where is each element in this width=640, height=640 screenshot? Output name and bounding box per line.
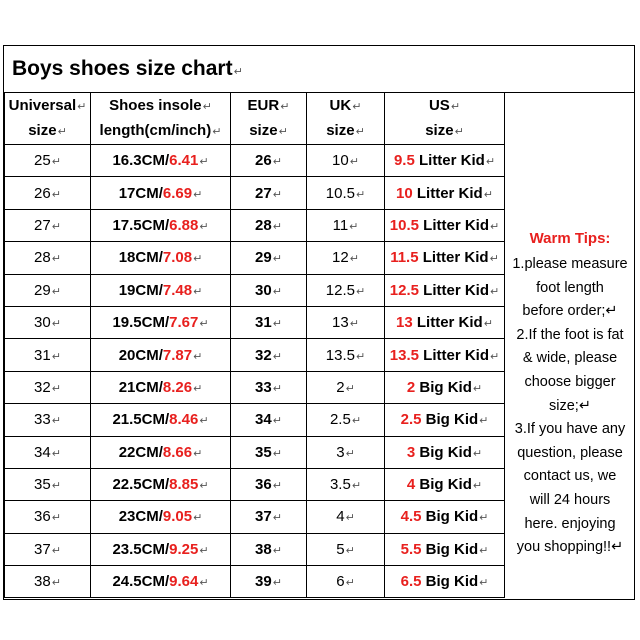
- table-row: [5, 566, 505, 598]
- cell-us: 9.5 Litter Kid↵: [385, 145, 505, 177]
- cell-insole: 23CM/9.05↵: [91, 501, 231, 533]
- table-row: [5, 145, 505, 177]
- tips-line: 3.If you have any: [514, 421, 626, 438]
- cell-universal: 26↵: [5, 177, 91, 209]
- tips-line: question, please: [517, 444, 623, 461]
- cell-eur: 32↵: [231, 339, 307, 371]
- cell-universal: 28↵: [5, 242, 91, 274]
- table-row: [5, 404, 505, 436]
- cell-uk: 2↵: [307, 371, 385, 403]
- warm-tips: [506, 92, 634, 599]
- cell-universal: 30↵: [5, 306, 91, 338]
- table-row: [5, 501, 505, 533]
- cell-uk: 10.5↵: [307, 177, 385, 209]
- table-row: [5, 371, 505, 403]
- cell-uk: 4↵: [307, 501, 385, 533]
- tips-title: Warm Tips:: [529, 230, 611, 247]
- tips-line: before order;↵: [522, 303, 618, 320]
- cell-universal: 27↵: [5, 209, 91, 241]
- table-row: [5, 436, 505, 468]
- cell-us: 13.5 Litter Kid↵: [385, 339, 505, 371]
- cell-insole: 18CM/7.08↵: [91, 242, 231, 274]
- table-row: [5, 242, 505, 274]
- cell-uk: 13↵: [307, 306, 385, 338]
- cell-uk: 2.5↵: [307, 404, 385, 436]
- cell-uk: 12↵: [307, 242, 385, 274]
- cell-universal: 35↵: [5, 468, 91, 500]
- header-uk: UK↵ size↵: [307, 93, 385, 145]
- cell-us: 4.5 Big Kid↵: [385, 501, 505, 533]
- cell-universal: 34↵: [5, 436, 91, 468]
- tips-line: foot length: [536, 279, 604, 296]
- cell-eur: 35↵: [231, 436, 307, 468]
- cell-universal: 37↵: [5, 533, 91, 565]
- cell-eur: 38↵: [231, 533, 307, 565]
- header-universal: Universal↵ size↵: [5, 93, 91, 145]
- cell-us: 11.5 Litter Kid↵: [385, 242, 505, 274]
- cell-us: 2.5 Big Kid↵: [385, 404, 505, 436]
- cell-insole: 20CM/7.87↵: [91, 339, 231, 371]
- cell-insole: 23.5CM/9.25↵: [91, 533, 231, 565]
- tips-line: here. enjoying: [524, 515, 616, 532]
- cell-us: 4 Big Kid↵: [385, 468, 505, 500]
- cell-eur: 30↵: [231, 274, 307, 306]
- cell-insole: 19.5CM/7.67↵: [91, 306, 231, 338]
- header-eur: EUR↵ size↵: [231, 93, 307, 145]
- cell-insole: 17.5CM/6.88↵: [91, 209, 231, 241]
- cell-eur: 28↵: [231, 209, 307, 241]
- cell-uk: 5↵: [307, 533, 385, 565]
- table-row: [5, 177, 505, 209]
- cell-universal: 36↵: [5, 501, 91, 533]
- cell-us: 12.5 Litter Kid↵: [385, 274, 505, 306]
- cell-universal: 25↵: [5, 145, 91, 177]
- tips-line: 1.please measure: [512, 256, 628, 272]
- cell-us: 5.5 Big Kid↵: [385, 533, 505, 565]
- header-row: [5, 93, 505, 145]
- cell-insole: 21.5CM/8.46↵: [91, 404, 231, 436]
- cell-uk: 3↵: [307, 436, 385, 468]
- header-us: US↵ size↵: [385, 93, 505, 145]
- tips-line: 2.If the foot is fat: [516, 326, 624, 343]
- cell-us: 10 Litter Kid↵: [385, 177, 505, 209]
- cell-us: 3 Big Kid↵: [385, 436, 505, 468]
- table-row: [5, 274, 505, 306]
- table-row: [5, 339, 505, 371]
- cell-us: 13 Litter Kid↵: [385, 306, 505, 338]
- cell-insole: 17CM/6.69↵: [91, 177, 231, 209]
- cell-uk: 11↵: [307, 209, 385, 241]
- size-table: [4, 92, 505, 598]
- cell-eur: 39↵: [231, 566, 307, 598]
- tips-body: [506, 253, 634, 560]
- cell-eur: 36↵: [231, 468, 307, 500]
- tips-line: you shopping!!↵: [516, 539, 624, 556]
- cell-insole: 22CM/8.66↵: [91, 436, 231, 468]
- cell-us: 6.5 Big Kid↵: [385, 566, 505, 598]
- cell-uk: 12.5↵: [307, 274, 385, 306]
- cell-insole: 24.5CM/9.64↵: [91, 566, 231, 598]
- tips-line: size;↵: [549, 397, 591, 414]
- cell-uk: 3.5↵: [307, 468, 385, 500]
- cell-eur: 29↵: [231, 242, 307, 274]
- cell-us: 2 Big Kid↵: [385, 371, 505, 403]
- cell-universal: 32↵: [5, 371, 91, 403]
- cell-insole: 22.5CM/8.85↵: [91, 468, 231, 500]
- cell-eur: 33↵: [231, 371, 307, 403]
- table-row: [5, 306, 505, 338]
- cell-universal: 38↵: [5, 566, 91, 598]
- tips-line: will 24 hours: [529, 491, 611, 508]
- cell-eur: 26↵: [231, 145, 307, 177]
- header-insole: Shoes insole↵ length(cm/inch)↵: [91, 93, 231, 145]
- cell-universal: 31↵: [5, 339, 91, 371]
- tips-line: choose bigger: [524, 373, 616, 390]
- cell-eur: 31↵: [231, 306, 307, 338]
- cell-uk: 10↵: [307, 145, 385, 177]
- chart-title: Boys shoes size chart↵: [12, 57, 243, 80]
- cell-eur: 37↵: [231, 501, 307, 533]
- size-chart-frame: [3, 45, 635, 600]
- cell-uk: 6↵: [307, 566, 385, 598]
- tips-line: & wide, please: [522, 350, 618, 367]
- title-row: [4, 46, 634, 93]
- cell-eur: 34↵: [231, 404, 307, 436]
- cell-uk: 13.5↵: [307, 339, 385, 371]
- cell-universal: 33↵: [5, 404, 91, 436]
- cell-universal: 29↵: [5, 274, 91, 306]
- cell-us: 10.5 Litter Kid↵: [385, 209, 505, 241]
- cell-insole: 21CM/8.26↵: [91, 371, 231, 403]
- cell-insole: 16.3CM/6.41↵: [91, 145, 231, 177]
- table-row: [5, 468, 505, 500]
- table-row: [5, 209, 505, 241]
- tips-line: contact us, we: [523, 468, 617, 485]
- table-row: [5, 533, 505, 565]
- cell-insole: 19CM/7.48↵: [91, 274, 231, 306]
- cell-eur: 27↵: [231, 177, 307, 209]
